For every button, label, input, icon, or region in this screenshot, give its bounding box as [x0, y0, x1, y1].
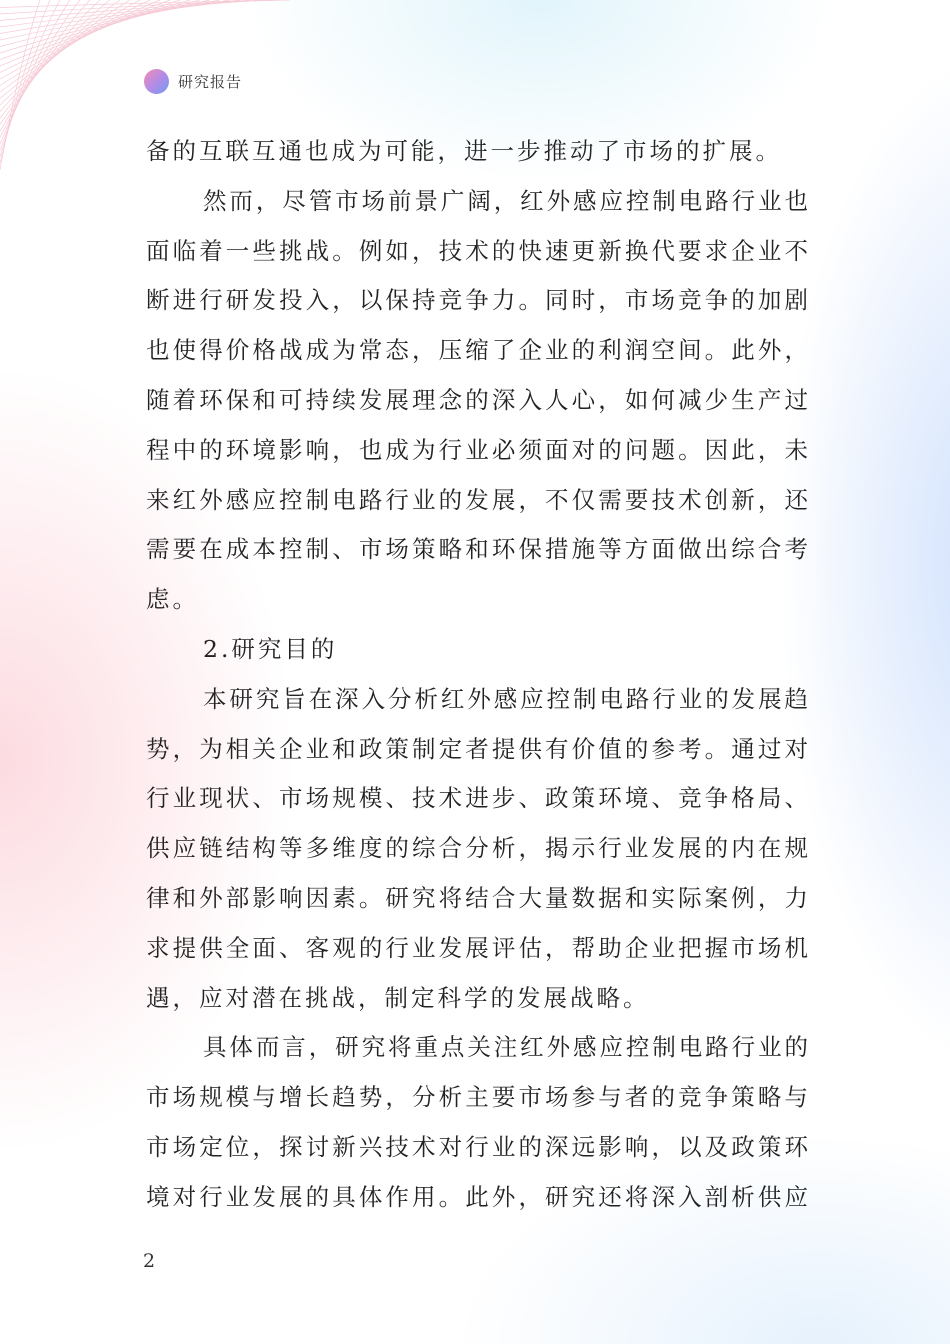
header-title: 研究报告 [178, 72, 243, 91]
paragraph-line: 市场规模与增长趋势，分析主要市场参与者的竞争策略与 [146, 1083, 808, 1112]
paragraph-line: 具体而言，研究将重点关注红外感应控制电路行业的 [203, 1033, 808, 1062]
paragraph-line: 来红外感应控制电路行业的发展，不仅需要技术创新，还 [146, 485, 808, 514]
paragraph-line: 境对行业发展的具体作用。此外，研究还将深入剖析供应 [146, 1182, 808, 1211]
paragraph-line: 然而，尽管市场前景广阔，红外感应控制电路行业也 [203, 186, 808, 215]
page-number: 2 [143, 1250, 156, 1272]
paragraph-line: 行业现状、市场规模、技术进步、政策环境、竞争格局、 [146, 784, 808, 813]
paragraph-line: 断进行研发投入，以保持竞争力。同时，市场竞争的加剧 [146, 286, 808, 315]
paragraph-line: 随着环保和可持续发展理念的深入人心，如何减少生产过 [146, 385, 808, 414]
paragraph-line: 需要在成本控制、市场策略和环保措施等方面做出综合考 [146, 535, 808, 564]
paragraph-line: 势，为相关企业和政策制定者提供有价值的参考。通过对 [146, 734, 808, 763]
paragraph-line: 本研究旨在深入分析红外感应控制电路行业的发展趋 [203, 684, 808, 713]
paragraph-line: 面临着一些挑战。例如，技术的快速更新换代要求企业不 [146, 236, 808, 265]
paragraph-line: 程中的环境影响，也成为行业必须面对的问题。因此，未 [146, 435, 808, 464]
paragraph-line: 求提供全面、客观的行业发展评估，帮助企业把握市场机 [146, 933, 808, 962]
paragraph-line: 也使得价格战成为常态，压缩了企业的利润空间。此外， [146, 336, 808, 365]
paragraph-line: 供应链结构等多维度的综合分析，揭示行业发展的内在规 [146, 834, 808, 863]
paragraph-line: 备的互联互通也成为可能，进一步推动了市场的扩展。 [146, 137, 782, 165]
paragraph-line: 虑。 [146, 585, 199, 614]
paragraph-line: 市场定位，探讨新兴技术对行业的深远影响，以及政策环 [146, 1132, 808, 1161]
page-header [144, 68, 242, 94]
paragraph-line: 律和外部影响因素。研究将结合大量数据和实际案例，力 [146, 883, 808, 912]
body-text [146, 127, 808, 1223]
paragraph-line: 遇，应对潜在挑战，制定科学的发展战略。 [146, 983, 650, 1012]
section-heading: 2.研究目的 [203, 634, 338, 663]
report-logo-icon [144, 69, 169, 94]
